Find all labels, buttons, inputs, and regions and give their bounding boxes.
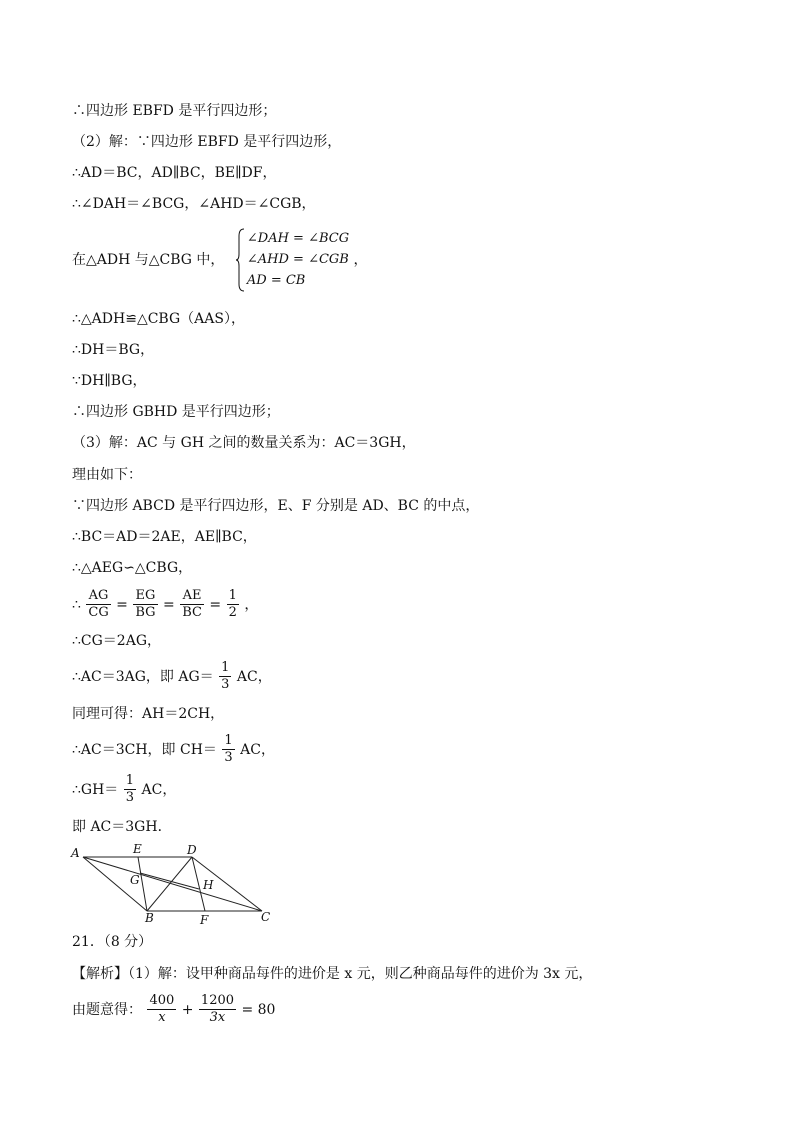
solution-line-19: ∴AC＝3CH，即 CH＝ $\frac{1}{3}$ AC，	[72, 733, 275, 765]
fraction-ae-bc: $\frac{AE}{BC}$	[182, 588, 202, 620]
comma: ，	[244, 596, 259, 613]
equals-sign: =	[116, 596, 128, 613]
parallelogram-figure	[60, 836, 290, 932]
solution-line-5	[72, 228, 368, 291]
label-b: B	[145, 911, 154, 925]
system-row-angle-dah: ∠DAH = ∠BCG	[246, 231, 350, 246]
segment-gh	[140, 873, 199, 889]
solution-line-11: 理由如下：	[72, 467, 142, 483]
fraction-one-third: $\frac{1}{3}$	[221, 660, 230, 692]
solution-line-2: （2）解：∵四边形 EBFD 是平行四边形，	[72, 134, 342, 150]
solution-line-8: ∵DH∥BG，	[72, 373, 147, 389]
solution-line-12: ∵四边形 ABCD 是平行四边形，E、F 分别是 AD、BC 的中点，	[72, 498, 480, 514]
fraction-ag-cg: $\frac{AG}{CG}$	[88, 588, 109, 620]
fraction-one-third: $\frac{1}{3}$	[125, 773, 135, 805]
diagonal-bd	[147, 857, 192, 911]
system-row-angle-ahd: ∠AHD = ∠CGB	[246, 252, 349, 267]
label-c: C	[261, 910, 271, 924]
solution-line-13: ∴BC＝AD＝2AE，AE∥BC，	[72, 529, 257, 545]
solution-line-14: ∴△AEG∽△CBG，	[72, 560, 193, 576]
solution-line-15	[72, 588, 258, 621]
fraction-400-x: $\frac{400}{x}$	[149, 993, 175, 1025]
solution-line-20: ∴GH＝ $\frac{1}{3}$ AC，	[72, 773, 177, 805]
fraction-one-third: $\frac{1}{3}$	[224, 733, 233, 765]
solution-line-10: （3）解：AC 与 GH 之间的数量关系为：AC＝3GH，	[72, 435, 416, 451]
plus-sign: +	[181, 1001, 194, 1018]
label-g: G	[130, 873, 140, 887]
system-row-side-ad: AD = CB	[246, 273, 306, 288]
equation-result: = 80	[241, 1001, 276, 1018]
solution-line-4: ∴∠DAH＝∠BCG，∠AHD＝∠CGB，	[72, 196, 316, 212]
solution-line-6: ∴△ADH≌△CBG（AAS），	[72, 311, 245, 327]
label-f: F	[200, 913, 209, 927]
solution-line-17: ∴AC＝3AG，即 AG＝ $\frac{1}{3}$ AC，	[72, 660, 272, 692]
label-a: A	[71, 846, 80, 860]
equals-sign: =	[209, 596, 222, 613]
problem-21-header: 21．（8 分）	[72, 934, 153, 950]
solution-line-21: 即 AC＝3GH．	[72, 819, 172, 835]
equation-system	[235, 228, 349, 291]
solution-line-9: ∴四边形 GBHD 是平行四边形；	[72, 404, 280, 420]
label-d: D	[187, 843, 197, 857]
equation-system-intro: 在△ADH 与△CBG 中，	[72, 251, 225, 268]
solution-line-16: ∴CG＝2AG，	[72, 633, 162, 649]
fraction-1200-3x: $\frac{1200}{3x}$	[200, 993, 235, 1025]
fraction-eg-bg: $\frac{EG}{BG}$	[135, 588, 156, 620]
problem-21-analysis: 【解析】（1）解：设甲种商品每件的进价是 x 元，则乙种商品每件的进价为 3x 元，	[72, 966, 593, 982]
fraction-one-half: $\frac{1}{2}$	[228, 588, 237, 620]
solution-line-18: 同理可得：AH＝2CH，	[72, 706, 225, 722]
equals-sign: =	[163, 596, 175, 613]
brace-icon	[235, 228, 245, 292]
solution-line-7: ∴DH＝BG，	[72, 342, 155, 358]
label-h: H	[203, 878, 214, 892]
diagonal-ac	[83, 857, 262, 911]
problem-21-equation: 由题意得： $\frac{400}{x}$ + $\frac{1200}{3x}$ = 80	[72, 993, 276, 1025]
label-e: E	[133, 842, 142, 856]
solution-line-1: ∴四边形 EBFD 是平行四边形；	[72, 103, 277, 119]
system-comma: ，	[353, 251, 368, 268]
solution-line-3: ∴AD＝BC，AD∥BC，BE∥DF，	[72, 165, 277, 181]
therefore-symbol: ∴	[72, 596, 81, 613]
